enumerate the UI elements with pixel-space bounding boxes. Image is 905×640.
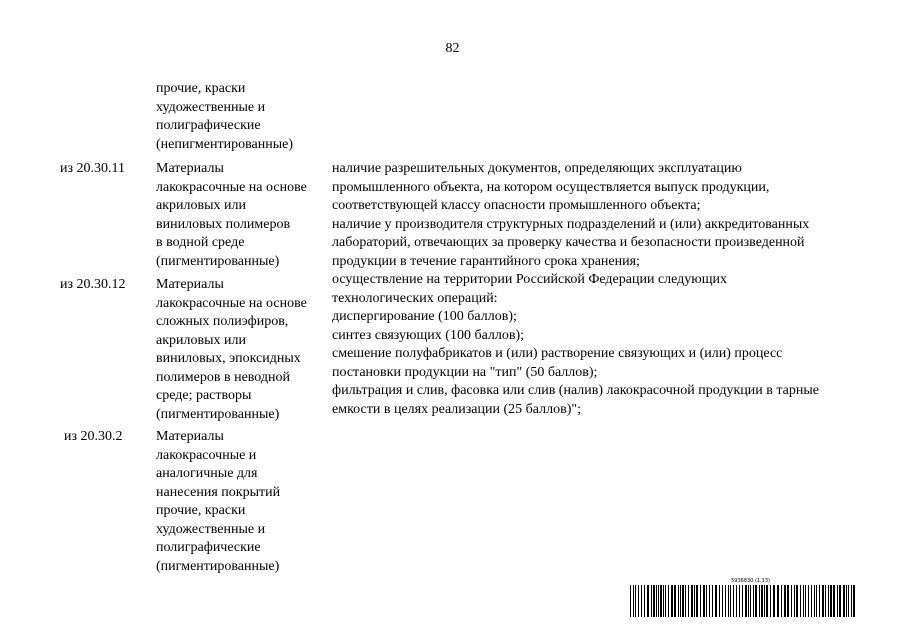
row-2-code: из 20.30.12 bbox=[60, 277, 126, 292]
requirement-binder-synthesis: синтез связующих (100 баллов); bbox=[332, 327, 525, 343]
requirement-dispersion: диспергирование (100 баллов); bbox=[332, 309, 517, 324]
barcode-label: 5936830 (1.13) bbox=[731, 578, 770, 584]
requirement-operations-intro: осуществление на территории Российской Федерации следующих технологических операций: bbox=[332, 272, 728, 306]
row-1-product-name: Материалы лакокрасочные на основе акриловых или виниловых полимеров в водной среде (пигментированные) bbox=[156, 161, 307, 269]
page-number: 82 bbox=[445, 41, 460, 56]
barcode-bars bbox=[630, 585, 856, 617]
row-3-code: из 20.30.2 bbox=[64, 429, 123, 444]
requirement-mixing: смешение полуфабрикатов и (или) растворение связующих и (или) процесс постановки продукции на "тип" (50 баллов); bbox=[332, 346, 783, 380]
requirement-filtration-packaging: фильтрация и слив, фасовка или слив (налив) лакокрасочной продукции в тарные емкости в целях реализации (25 баллов)"; bbox=[332, 383, 819, 417]
requirements-text bbox=[332, 160, 872, 419]
row-3-product-name: Материалы лакокрасочные и аналогичные для нанесения покрытий прочие, краски художественные и полиграфические (пигментированные) bbox=[156, 429, 281, 574]
barcode bbox=[630, 578, 856, 617]
row-1-code: из 20.30.11 bbox=[60, 161, 126, 176]
requirement-permits: наличие разрешительных документов, определяющих эксплуатацию промышленного объекта, на котором осуществляется выпуск продукции, соответствующей классу опасности промышленного объекта; bbox=[332, 161, 770, 213]
requirement-laboratories: наличие у производителя структурных подразделений и (или) аккредитованных лабораторий, отвечающих за проверку качества и безопасности произведенной продукции в течение гарантийного срока хранения; bbox=[332, 216, 810, 269]
continuation-product-name: прочие, краски художественные и полиграфические (непигментированные) bbox=[156, 81, 293, 152]
row-2-product-name: Материалы лакокрасочные на основе сложных полиэфиров, акриловых или виниловых, эпоксидных полимеров в неводной среде; растворы (пигментированные) bbox=[156, 277, 307, 422]
